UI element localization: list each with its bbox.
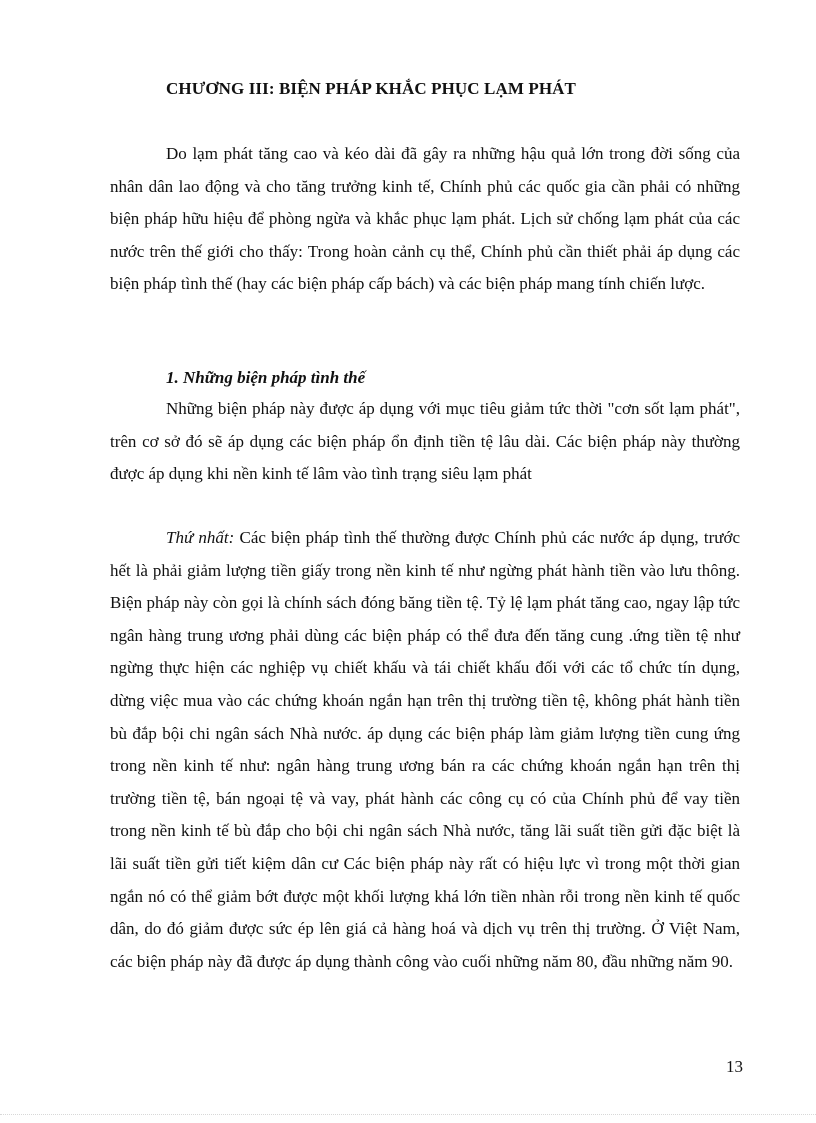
intro-paragraph: Do lạm phát tăng cao và kéo dài đã gây ra những hậu quả lớn trong đời sống của nhân dân lao động và cho tăng trưởng kinh tế, Chính phủ các quốc gia cần phải có những biện pháp hữu hiệu để phòng ngừa và khắc phục lạm phát. Lịch sử chống lạm phát của các nước trên thế giới cho thấy: Trong hoàn cảnh cụ thể, Chính phủ cần thiết phải áp dụng các biện pháp tình thế (hay các biện pháp cấp bách) và các biện pháp mang tính chiến lược. xyxy=(110,144,740,294)
section-paragraph-2 xyxy=(110,522,740,978)
paragraph-lead: Thứ nhất: xyxy=(166,528,235,547)
page-number: 13 xyxy=(726,1057,743,1076)
footer-divider xyxy=(0,1114,816,1115)
section-paragraph-1: Những biện pháp này được áp dụng với mục tiêu giảm tức thời "cơn sốt lạm phát", trên cơ sở đó sẽ áp dụng các biện pháp ổn định tiền tệ lâu dài. Các biện pháp này thường được áp dụng khi nền kinh tế lâm vào tình trạng siêu lạm phát xyxy=(110,399,740,484)
paragraph-body: Các biện pháp tình thế thường được Chính phủ các nước áp dụng, trước hết là phải giảm lượng tiền giấy trong nền kinh tế như ngừng phát hành tiền vào lưu thông. Biện pháp này còn gọi là chính sách đóng băng tiền tệ. Tỷ lệ lạm phát tăng cao, ngay lập tức ngân hàng trung ương phải dùng các biện pháp có thể đưa đến tăng cung .ứng tiền tệ như ngừng thực hiện các nghiệp vụ chiết khấu và tái chiết khấu đối với các tổ chức tín dụng, dừng việc mua vào các chứng khoán ngắn hạn trên thị trường tiền tệ, không phát hành tiền bù đắp bội chi ngân sách Nhà nước. áp dụng các biện pháp làm giảm lượng tiền cung ứng trong nền kinh tế như: ngân hàng trung ương bán ra các chứng khoán ngắn hạn trên thị trường tiền tệ, bán ngoại tệ và vay, phát hành các công cụ có của Chính phủ để vay tiền trong nền kinh tế bù đắp cho bội chi ngân sách Nhà nước, tăng lãi suất tiền gửi đặc biệt là lãi suất tiền gửi tiết kiệm dân cư Các biện pháp này rất có hiệu lực vì trong một thời gian ngắn nó có thể giảm bớt được một khối lượng khá lớn tiền nhàn rỗi trong nền kinh tế quốc dân, do đó giảm được sức ép lên giá cả hàng hoá và dịch vụ trên thị trường. Ở Việt Nam, các biện pháp này đã được áp dụng thành công vào cuối những năm 80, đầu những năm 90. xyxy=(110,528,740,971)
section-heading: 1. Những biện pháp tình thế xyxy=(166,368,366,387)
chapter-title: CHƯƠNG III: BIỆN PHÁP KHẮC PHỤC LẠM PHÁT xyxy=(166,79,576,98)
